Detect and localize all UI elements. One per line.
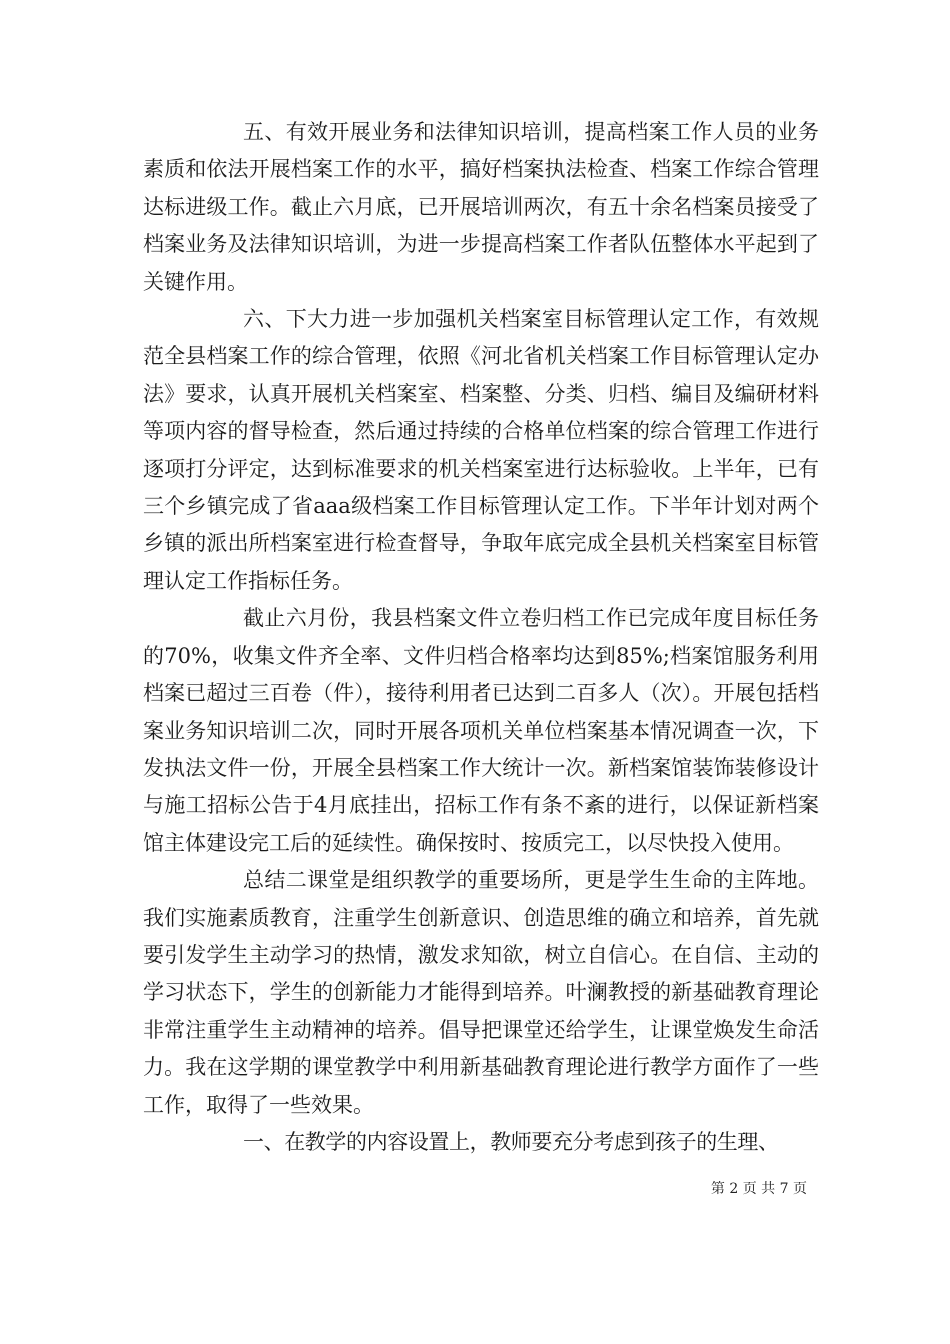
document-body xyxy=(143,114,819,1161)
paragraph-summary-two: 总结二课堂是组织教学的重要场所，更是学生生命的主阵地。我们实施素质教育，注重学生创新意识、创造思维的确立和培养，首先就要引发学生主动学习的热情，激发求知欲，树立自信心。在自信、主动的学习状态下，学生的创新能力才能得到培养。叶澜教授的新基础教育理论非常注重学生主动精神的培养。倡导把课堂还给学生，让课堂焕发生命活力。我在这学期的课堂教学中利用新基础教育理论进行教学方面作了一些工作，取得了一些效果。 xyxy=(143,868,819,1117)
paragraph-training: 五、有效开展业务和法律知识培训，提高档案工作人员的业务素质和依法开展档案工作的水平，搞好档案执法检查、档案工作综合管理达标进级工作。截止六月底，已开展培训两次，有五十余名档案员接受了档案业务及法律知识培训，为进一步提高档案工作者队伍整体水平起到了关键作用。 xyxy=(143,120,819,294)
paragraph-progress-summary: 截止六月份，我县档案文件立卷归档工作已完成年度目标任务的70%，收集文件齐全率、文件归档合格率均达到85%;档案馆服务利用档案已超过三百卷（件），接待利用者已达到二百多人（次）。开展包括档案业务知识培训二次，同时开展各项机关单位档案基本情况调查一次，下发执法文件一份，开展全县档案工作大统计一次。新档案馆装饰装修设计与施工招标公告于4月底挂出，招标工作有条不紊的进行，以保证新档案馆主体建设完工后的延续性。确保按时、按质完工，以尽快投入使用。 xyxy=(143,606,819,855)
page-number-footer: 第 2 页 共 7 页 xyxy=(710,1181,807,1197)
paragraph-archive-room-management: 六、下大力进一步加强机关档案室目标管理认定工作，有效规范全县档案工作的综合管理，依照《河北省机关档案工作目标管理认定办法》要求，认真开展机关档案室、档案整、分类、归档、编目及编研材料等项内容的督导检查，然后通过持续的合格单位档案的综合管理工作进行逐项打分评定，达到标准要求的机关档案室进行达标验收。上半年，已有三个乡镇完成了省aaa级档案工作目标管理认定工作。下半年计划对两个乡镇的派出所档案室进行检查督导，争取年底完成全县机关档案室目标管理认定工作指标任务。 xyxy=(143,307,819,593)
paragraph-teaching-content: 一、在教学的内容设置上，教师要充分考虑到孩子的生理、 xyxy=(243,1129,779,1154)
